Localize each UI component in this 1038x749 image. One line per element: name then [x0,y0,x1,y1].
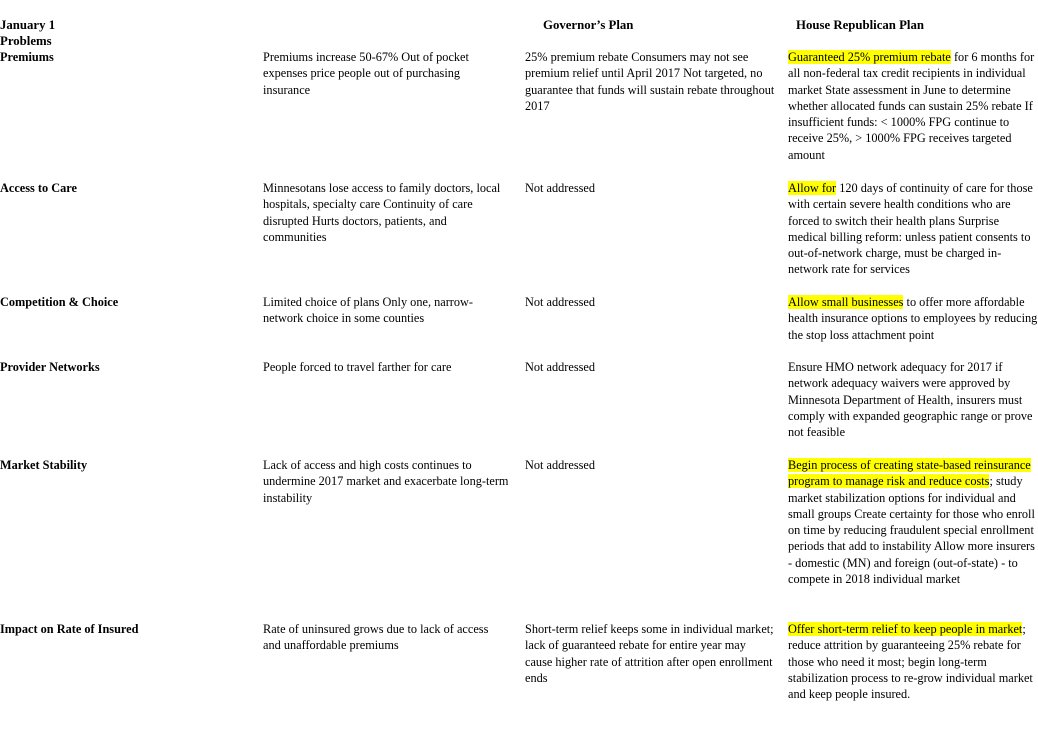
house-plan-text: to offer more affordable health insurance options to employees by reducing the stop loss attachment point [788,295,1038,342]
house-plan-cell [788,180,1038,278]
problem-cell: Rate of uninsured grows due to lack of access and unaffordable premiums [263,622,489,653]
highlighted-text: Guaranteed 25% premium rebate [788,50,951,64]
row-label: Provider Networks [0,360,100,374]
governor-plan-header: Governor’s Plan [543,18,634,32]
governor-plan-cell: Not addressed [525,295,596,309]
row-label: Market Stability [0,458,88,472]
governor-plan-cell: Not addressed [525,181,596,195]
house-plan-cell [788,621,1038,702]
house-plan-text: for 6 months for all non-federal tax credit recipients in individual market State assessment in June to determine whether allocated funds can sustain 25% rebate If insufficient funds: < 1000% FPG continue to receive 25%, > 1000% FPG receives targeted amount [788,50,1035,162]
row-label: Impact on Rate of Insured [0,622,139,636]
problem-cell: Lack of access and high costs continues to undermine 2017 market and exacerbate long-term instability [263,458,509,505]
row-label: Premiums [0,50,54,64]
highlighted-text: Allow small businesses [788,295,904,309]
house-plan-cell [788,294,1038,343]
highlighted-text: Offer short-term relief to keep people in market [788,622,1023,636]
house-plan-text: ; reduce attrition by guaranteeing 25% rebate for those who need it most; begin long-term stabilization process to re-grow individual market and keep people insured. [788,622,1033,702]
corner-header-line1: January 1 [0,18,56,32]
governor-plan-cell: 25% premium rebate Consumers may not see premium relief until April 2017 Not targeted, no guarantee that funds will sustain rebate throughout 2017 [525,50,775,113]
corner-header [0,17,200,50]
house-plan-cell [788,359,1038,440]
problem-cell: Limited choice of plans Only one, narrow-network choice in some counties [263,295,474,326]
problem-cell: Minnesotans lose access to family doctors, local hospitals, specialty care Continuity of care disrupted Hurts doctors, patients, and communities [263,181,501,244]
house-plan-header: House Republican Plan [796,18,924,32]
house-plan-text: ; study market stabilization options for individual and small groups Create certainty for those who enroll on time by reducing fraudulent special enrollment periods that add to instability Allow more insurers - domestic (MN) and foreign (out-of-state) - to compete in 2018 individual market [788,474,1035,587]
governor-plan-cell: Short-term relief keeps some in individual market; lack of guaranteed rebate for entire year may cause higher rate of attrition after open enrollment ends [525,622,774,685]
house-plan-cell [788,49,1038,163]
house-plan-cell [788,457,1038,587]
row-label: Access to Care [0,181,77,195]
row-label: Competition & Choice [0,295,119,309]
governor-plan-cell: Not addressed [525,458,596,472]
highlighted-text: Begin process of creating state-based reinsurance program to manage risk and reduce costs [788,458,1031,489]
corner-header-line2: Problems [0,34,52,49]
problem-cell: Premiums increase 50-67% Out of pocket expenses price people out of purchasing insurance [263,50,469,97]
house-plan-text: 120 days of continuity of care for those with certain severe health conditions who are forced to switch their health plans Surprise medical billing reform: unless patient consents to out-of-network charge, must be charged in-network rate for services [788,181,1033,277]
problem-cell: People forced to travel farther for care [263,360,452,374]
governor-plan-cell: Not addressed [525,360,596,374]
house-plan-text: Ensure HMO network adequacy for 2017 if network adequacy waivers were approved by Minnesota Department of Health, insurers must comply with expanded geographic range or prove not feasible [788,360,1033,440]
highlighted-text: Allow for [788,181,837,195]
